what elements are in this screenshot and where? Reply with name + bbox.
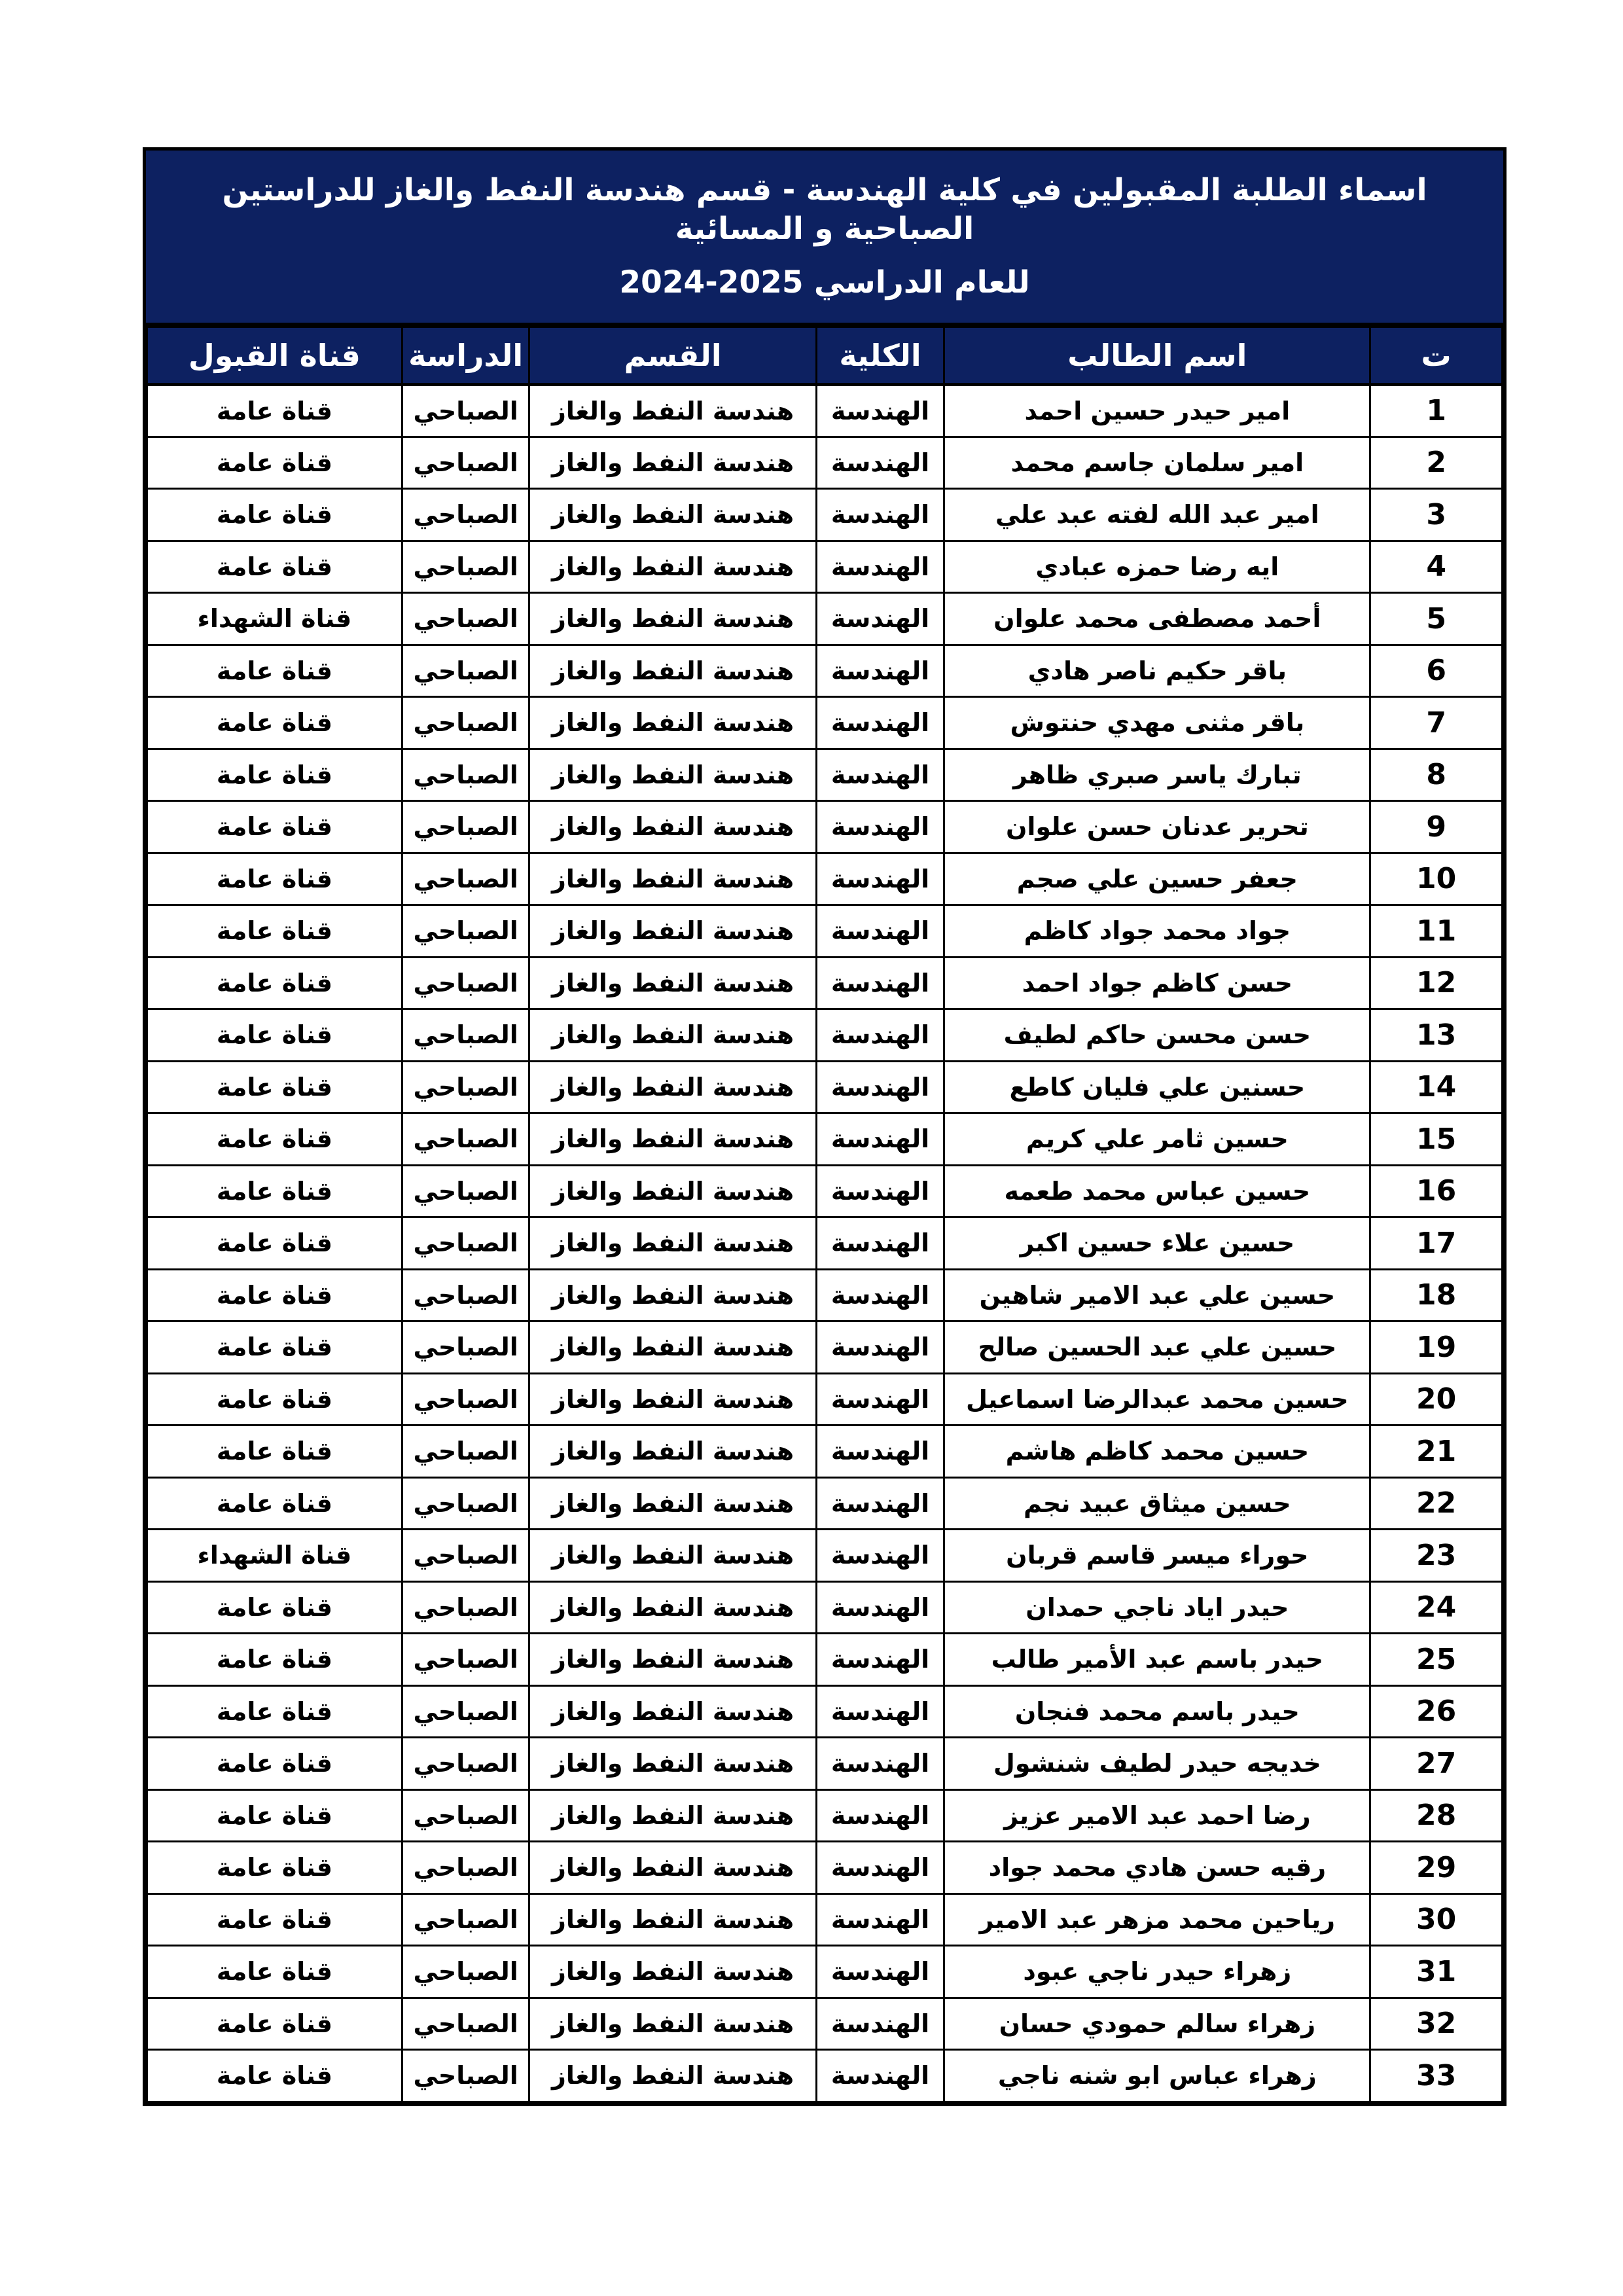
cell-study: الصباحي <box>402 489 529 541</box>
column-header-study: الدراسة <box>402 327 529 385</box>
cell-dept: هندسة النفط والغاز <box>529 2050 816 2102</box>
table-body <box>147 385 1503 2102</box>
admissions-table <box>143 147 1507 2106</box>
cell-no: 6 <box>1370 645 1503 697</box>
cell-college: الهندسة <box>816 1738 944 1790</box>
cell-dept: هندسة النفط والغاز <box>529 1113 816 1166</box>
cell-study: الصباحي <box>402 1789 529 1842</box>
cell-college: الهندسة <box>816 2050 944 2102</box>
cell-dept: هندسة النفط والغاز <box>529 801 816 853</box>
cell-study: الصباحي <box>402 1165 529 1217</box>
cell-college: الهندسة <box>816 1009 944 1062</box>
cell-channel: قناة عامة <box>147 1842 402 1894</box>
cell-channel: قناة عامة <box>147 385 402 437</box>
table-title-block <box>146 151 1503 326</box>
cell-dept: هندسة النفط والغاز <box>529 1217 816 1270</box>
cell-study: الصباحي <box>402 1946 529 1998</box>
cell-no: 21 <box>1370 1426 1503 1478</box>
cell-name: حسن كاظم جواد احمد <box>944 957 1370 1009</box>
cell-study: الصباحي <box>402 437 529 489</box>
cell-no: 1 <box>1370 385 1503 437</box>
cell-channel: قناة عامة <box>147 1634 402 1686</box>
cell-dept: هندسة النفط والغاز <box>529 437 816 489</box>
cell-college: الهندسة <box>816 1530 944 1582</box>
cell-channel: قناة عامة <box>147 1373 402 1426</box>
students-table <box>146 326 1503 2103</box>
cell-name: حيدر باسم محمد فنجان <box>944 1685 1370 1738</box>
cell-study: الصباحي <box>402 1426 529 1478</box>
cell-name: رياحين محمد مزهر عبد الامير <box>944 1893 1370 1946</box>
cell-channel: قناة الشهداء <box>147 593 402 645</box>
table-row <box>147 1946 1503 1998</box>
table-row <box>147 1061 1503 1113</box>
cell-channel: قناة عامة <box>147 2050 402 2102</box>
table-row <box>147 2050 1503 2102</box>
cell-no: 33 <box>1370 2050 1503 2102</box>
table-row <box>147 1789 1503 1842</box>
table-row <box>147 1685 1503 1738</box>
cell-dept: هندسة النفط والغاز <box>529 1426 816 1478</box>
cell-no: 30 <box>1370 1893 1503 1946</box>
cell-channel: قناة عامة <box>147 957 402 1009</box>
cell-college: الهندسة <box>816 1061 944 1113</box>
title-line-1: اسماء الطلبة المقبولين في كلية الهندسة - قسم هندسة النفط والغاز للدراستين الصباحية و المسائية <box>222 172 1427 247</box>
cell-name: حسين محمد كاظم هاشم <box>944 1426 1370 1478</box>
cell-study: الصباحي <box>402 1477 529 1530</box>
cell-dept: هندسة النفط والغاز <box>529 1998 816 2050</box>
cell-college: الهندسة <box>816 1217 944 1270</box>
header-row <box>147 327 1503 385</box>
cell-name: حسين علاء حسين اكبر <box>944 1217 1370 1270</box>
column-header-college: الكلية <box>816 327 944 385</box>
cell-study: الصباحي <box>402 593 529 645</box>
cell-dept: هندسة النفط والغاز <box>529 1893 816 1946</box>
cell-no: 28 <box>1370 1789 1503 1842</box>
cell-college: الهندسة <box>816 957 944 1009</box>
cell-no: 14 <box>1370 1061 1503 1113</box>
cell-dept: هندسة النفط والغاز <box>529 957 816 1009</box>
cell-no: 25 <box>1370 1634 1503 1686</box>
cell-no: 5 <box>1370 593 1503 645</box>
cell-college: الهندسة <box>816 1946 944 1998</box>
cell-no: 3 <box>1370 489 1503 541</box>
cell-study: الصباحي <box>402 1530 529 1582</box>
cell-college: الهندسة <box>816 1113 944 1166</box>
cell-college: الهندسة <box>816 1581 944 1634</box>
cell-study: الصباحي <box>402 1581 529 1634</box>
cell-no: 16 <box>1370 1165 1503 1217</box>
cell-name: زهراء عباس ابو شنه ناجي <box>944 2050 1370 2102</box>
cell-no: 9 <box>1370 801 1503 853</box>
cell-study: الصباحي <box>402 541 529 593</box>
cell-study: الصباحي <box>402 1113 529 1166</box>
cell-college: الهندسة <box>816 593 944 645</box>
cell-college: الهندسة <box>816 1373 944 1426</box>
cell-college: الهندسة <box>816 905 944 958</box>
table-row <box>147 1634 1503 1686</box>
cell-name: زهراء سالم حمودي حسان <box>944 1998 1370 2050</box>
cell-study: الصباحي <box>402 749 529 801</box>
cell-no: 4 <box>1370 541 1503 593</box>
cell-study: الصباحي <box>402 1009 529 1062</box>
cell-study: الصباحي <box>402 1321 529 1374</box>
cell-no: 8 <box>1370 749 1503 801</box>
cell-study: الصباحي <box>402 1061 529 1113</box>
cell-college: الهندسة <box>816 801 944 853</box>
cell-no: 7 <box>1370 697 1503 749</box>
cell-dept: هندسة النفط والغاز <box>529 385 816 437</box>
cell-channel: قناة عامة <box>147 1946 402 1998</box>
table-row <box>147 1009 1503 1062</box>
cell-channel: قناة عامة <box>147 1061 402 1113</box>
cell-channel: قناة عامة <box>147 1269 402 1321</box>
table-row <box>147 593 1503 645</box>
cell-dept: هندسة النفط والغاز <box>529 1321 816 1374</box>
cell-college: الهندسة <box>816 1321 944 1374</box>
cell-name: رضا احمد عبد الامير عزيز <box>944 1789 1370 1842</box>
table-row <box>147 541 1503 593</box>
table-row <box>147 801 1503 853</box>
cell-dept: هندسة النفط والغاز <box>529 541 816 593</box>
cell-dept: هندسة النفط والغاز <box>529 1269 816 1321</box>
table-row <box>147 1373 1503 1426</box>
cell-dept: هندسة النفط والغاز <box>529 1738 816 1790</box>
cell-no: 19 <box>1370 1321 1503 1374</box>
cell-name: حسين علي عبد الحسين صالح <box>944 1321 1370 1374</box>
cell-dept: هندسة النفط والغاز <box>529 1009 816 1062</box>
cell-college: الهندسة <box>816 645 944 697</box>
cell-no: 15 <box>1370 1113 1503 1166</box>
cell-study: الصباحي <box>402 1893 529 1946</box>
cell-channel: قناة عامة <box>147 1998 402 2050</box>
cell-name: حيدر اياد ناجي حمدان <box>944 1581 1370 1634</box>
cell-college: الهندسة <box>816 1165 944 1217</box>
cell-channel: قناة عامة <box>147 645 402 697</box>
cell-channel: قناة عامة <box>147 1685 402 1738</box>
cell-study: الصباحي <box>402 957 529 1009</box>
cell-study: الصباحي <box>402 1634 529 1686</box>
table-row <box>147 1581 1503 1634</box>
column-header-dept: القسم <box>529 327 816 385</box>
column-header-no: ت <box>1370 327 1503 385</box>
cell-dept: هندسة النفط والغاز <box>529 749 816 801</box>
cell-college: الهندسة <box>816 1634 944 1686</box>
cell-channel: قناة عامة <box>147 801 402 853</box>
cell-channel: قناة عامة <box>147 1738 402 1790</box>
cell-dept: هندسة النفط والغاز <box>529 1946 816 1998</box>
cell-name: حسين علي عبد الامير شاهين <box>944 1269 1370 1321</box>
cell-no: 24 <box>1370 1581 1503 1634</box>
cell-study: الصباحي <box>402 1373 529 1426</box>
cell-name: رقيه حسن هادي محمد جواد <box>944 1842 1370 1894</box>
cell-study: الصباحي <box>402 853 529 905</box>
cell-college: الهندسة <box>816 1789 944 1842</box>
cell-name: باقر حكيم ناصر هادي <box>944 645 1370 697</box>
cell-no: 32 <box>1370 1998 1503 2050</box>
column-header-channel: قناة القبول <box>147 327 402 385</box>
cell-no: 26 <box>1370 1685 1503 1738</box>
table-row <box>147 437 1503 489</box>
cell-dept: هندسة النفط والغاز <box>529 1373 816 1426</box>
cell-no: 17 <box>1370 1217 1503 1270</box>
cell-name: جعفر حسين علي صجم <box>944 853 1370 905</box>
cell-no: 11 <box>1370 905 1503 958</box>
cell-college: الهندسة <box>816 1685 944 1738</box>
cell-college: الهندسة <box>816 1426 944 1478</box>
cell-name: امير حيدر حسين احمد <box>944 385 1370 437</box>
cell-college: الهندسة <box>816 853 944 905</box>
cell-name: امير سلمان جاسم محمد <box>944 437 1370 489</box>
cell-study: الصباحي <box>402 801 529 853</box>
cell-name: باقر مثنى مهدي حنتوش <box>944 697 1370 749</box>
cell-name: زهراء حيدر ناجي عبود <box>944 1946 1370 1998</box>
table-row <box>147 385 1503 437</box>
cell-college: الهندسة <box>816 1998 944 2050</box>
table-row <box>147 489 1503 541</box>
cell-dept: هندسة النفط والغاز <box>529 1530 816 1582</box>
table-row <box>147 957 1503 1009</box>
cell-study: الصباحي <box>402 1269 529 1321</box>
cell-no: 12 <box>1370 957 1503 1009</box>
cell-channel: قناة عامة <box>147 1426 402 1478</box>
table-row <box>147 1426 1503 1478</box>
cell-dept: هندسة النفط والغاز <box>529 1061 816 1113</box>
table-row <box>147 1893 1503 1946</box>
cell-college: الهندسة <box>816 697 944 749</box>
table-row <box>147 905 1503 958</box>
cell-college: الهندسة <box>816 437 944 489</box>
cell-study: الصباحي <box>402 697 529 749</box>
cell-no: 22 <box>1370 1477 1503 1530</box>
cell-college: الهندسة <box>816 1893 944 1946</box>
cell-name: تحرير عدنان حسن علوان <box>944 801 1370 853</box>
cell-name: حسنين علي فليان كاطع <box>944 1061 1370 1113</box>
cell-channel: قناة عامة <box>147 1113 402 1166</box>
table-row <box>147 1269 1503 1321</box>
title-line-2: للعام الدراسي 2025-2024 <box>619 264 1030 301</box>
cell-channel: قناة عامة <box>147 489 402 541</box>
cell-name: تبارك ياسر صبري ظاهر <box>944 749 1370 801</box>
cell-study: الصباحي <box>402 645 529 697</box>
cell-channel: قناة عامة <box>147 853 402 905</box>
cell-college: الهندسة <box>816 1842 944 1894</box>
cell-channel: قناة عامة <box>147 1893 402 1946</box>
cell-channel: قناة عامة <box>147 749 402 801</box>
cell-name: امير عبد الله لفته عبد علي <box>944 489 1370 541</box>
cell-dept: هندسة النفط والغاز <box>529 1477 816 1530</box>
cell-study: الصباحي <box>402 905 529 958</box>
table-row <box>147 1842 1503 1894</box>
table-row <box>147 1165 1503 1217</box>
cell-dept: هندسة النفط والغاز <box>529 1685 816 1738</box>
cell-channel: قناة عامة <box>147 1581 402 1634</box>
cell-dept: هندسة النفط والغاز <box>529 1165 816 1217</box>
table-row <box>147 853 1503 905</box>
cell-no: 27 <box>1370 1738 1503 1790</box>
cell-college: الهندسة <box>816 541 944 593</box>
table-row <box>147 697 1503 749</box>
table-row <box>147 1530 1503 1582</box>
cell-channel: قناة عامة <box>147 1009 402 1062</box>
cell-dept: هندسة النفط والغاز <box>529 1789 816 1842</box>
cell-college: الهندسة <box>816 489 944 541</box>
cell-channel: قناة عامة <box>147 1165 402 1217</box>
cell-name: حيدر باسم عبد الأمير طالب <box>944 1634 1370 1686</box>
cell-channel: قناة عامة <box>147 437 402 489</box>
cell-dept: هندسة النفط والغاز <box>529 645 816 697</box>
cell-dept: هندسة النفط والغاز <box>529 593 816 645</box>
cell-no: 20 <box>1370 1373 1503 1426</box>
cell-no: 13 <box>1370 1009 1503 1062</box>
cell-name: حسين عباس محمد طعمه <box>944 1165 1370 1217</box>
cell-no: 10 <box>1370 853 1503 905</box>
cell-dept: هندسة النفط والغاز <box>529 1581 816 1634</box>
cell-channel: قناة عامة <box>147 1321 402 1374</box>
cell-study: الصباحي <box>402 385 529 437</box>
cell-college: الهندسة <box>816 749 944 801</box>
cell-name: ايه رضا حمزه عبادي <box>944 541 1370 593</box>
cell-college: الهندسة <box>816 1269 944 1321</box>
cell-name: جواد محمد جواد كاظم <box>944 905 1370 958</box>
cell-study: الصباحي <box>402 1685 529 1738</box>
table-row <box>147 1477 1503 1530</box>
table-row <box>147 1217 1503 1270</box>
cell-channel: قناة عامة <box>147 1217 402 1270</box>
cell-study: الصباحي <box>402 1217 529 1270</box>
cell-college: الهندسة <box>816 385 944 437</box>
cell-study: الصباحي <box>402 1998 529 2050</box>
cell-name: حوراء ميسر قاسم قربان <box>944 1530 1370 1582</box>
cell-name: حسين محمد عبدالرضا اسماعيل <box>944 1373 1370 1426</box>
cell-study: الصباحي <box>402 1842 529 1894</box>
cell-channel: قناة عامة <box>147 1477 402 1530</box>
cell-channel: قناة عامة <box>147 1789 402 1842</box>
cell-channel: قناة عامة <box>147 905 402 958</box>
cell-dept: هندسة النفط والغاز <box>529 853 816 905</box>
table-row <box>147 1998 1503 2050</box>
cell-dept: هندسة النفط والغاز <box>529 1634 816 1686</box>
cell-dept: هندسة النفط والغاز <box>529 1842 816 1894</box>
table-row <box>147 749 1503 801</box>
cell-channel: قناة الشهداء <box>147 1530 402 1582</box>
table-row <box>147 645 1503 697</box>
column-header-name: اسم الطالب <box>944 327 1370 385</box>
cell-dept: هندسة النفط والغاز <box>529 905 816 958</box>
cell-channel: قناة عامة <box>147 697 402 749</box>
cell-name: حسن محسن حاكم لطيف <box>944 1009 1370 1062</box>
table-row <box>147 1321 1503 1374</box>
table-row <box>147 1113 1503 1166</box>
cell-study: الصباحي <box>402 2050 529 2102</box>
cell-college: الهندسة <box>816 1477 944 1530</box>
cell-no: 23 <box>1370 1530 1503 1582</box>
cell-name: أحمد مصطفى محمد علوان <box>944 593 1370 645</box>
cell-dept: هندسة النفط والغاز <box>529 489 816 541</box>
cell-no: 18 <box>1370 1269 1503 1321</box>
cell-no: 2 <box>1370 437 1503 489</box>
cell-channel: قناة عامة <box>147 541 402 593</box>
cell-no: 29 <box>1370 1842 1503 1894</box>
cell-no: 31 <box>1370 1946 1503 1998</box>
cell-name: حسين ثامر علي كريم <box>944 1113 1370 1166</box>
table-row <box>147 1738 1503 1790</box>
cell-name: حسين ميثاق عبيد نجم <box>944 1477 1370 1530</box>
cell-name: خديجه حيدر لطيف شنشول <box>944 1738 1370 1790</box>
cell-study: الصباحي <box>402 1738 529 1790</box>
cell-dept: هندسة النفط والغاز <box>529 697 816 749</box>
